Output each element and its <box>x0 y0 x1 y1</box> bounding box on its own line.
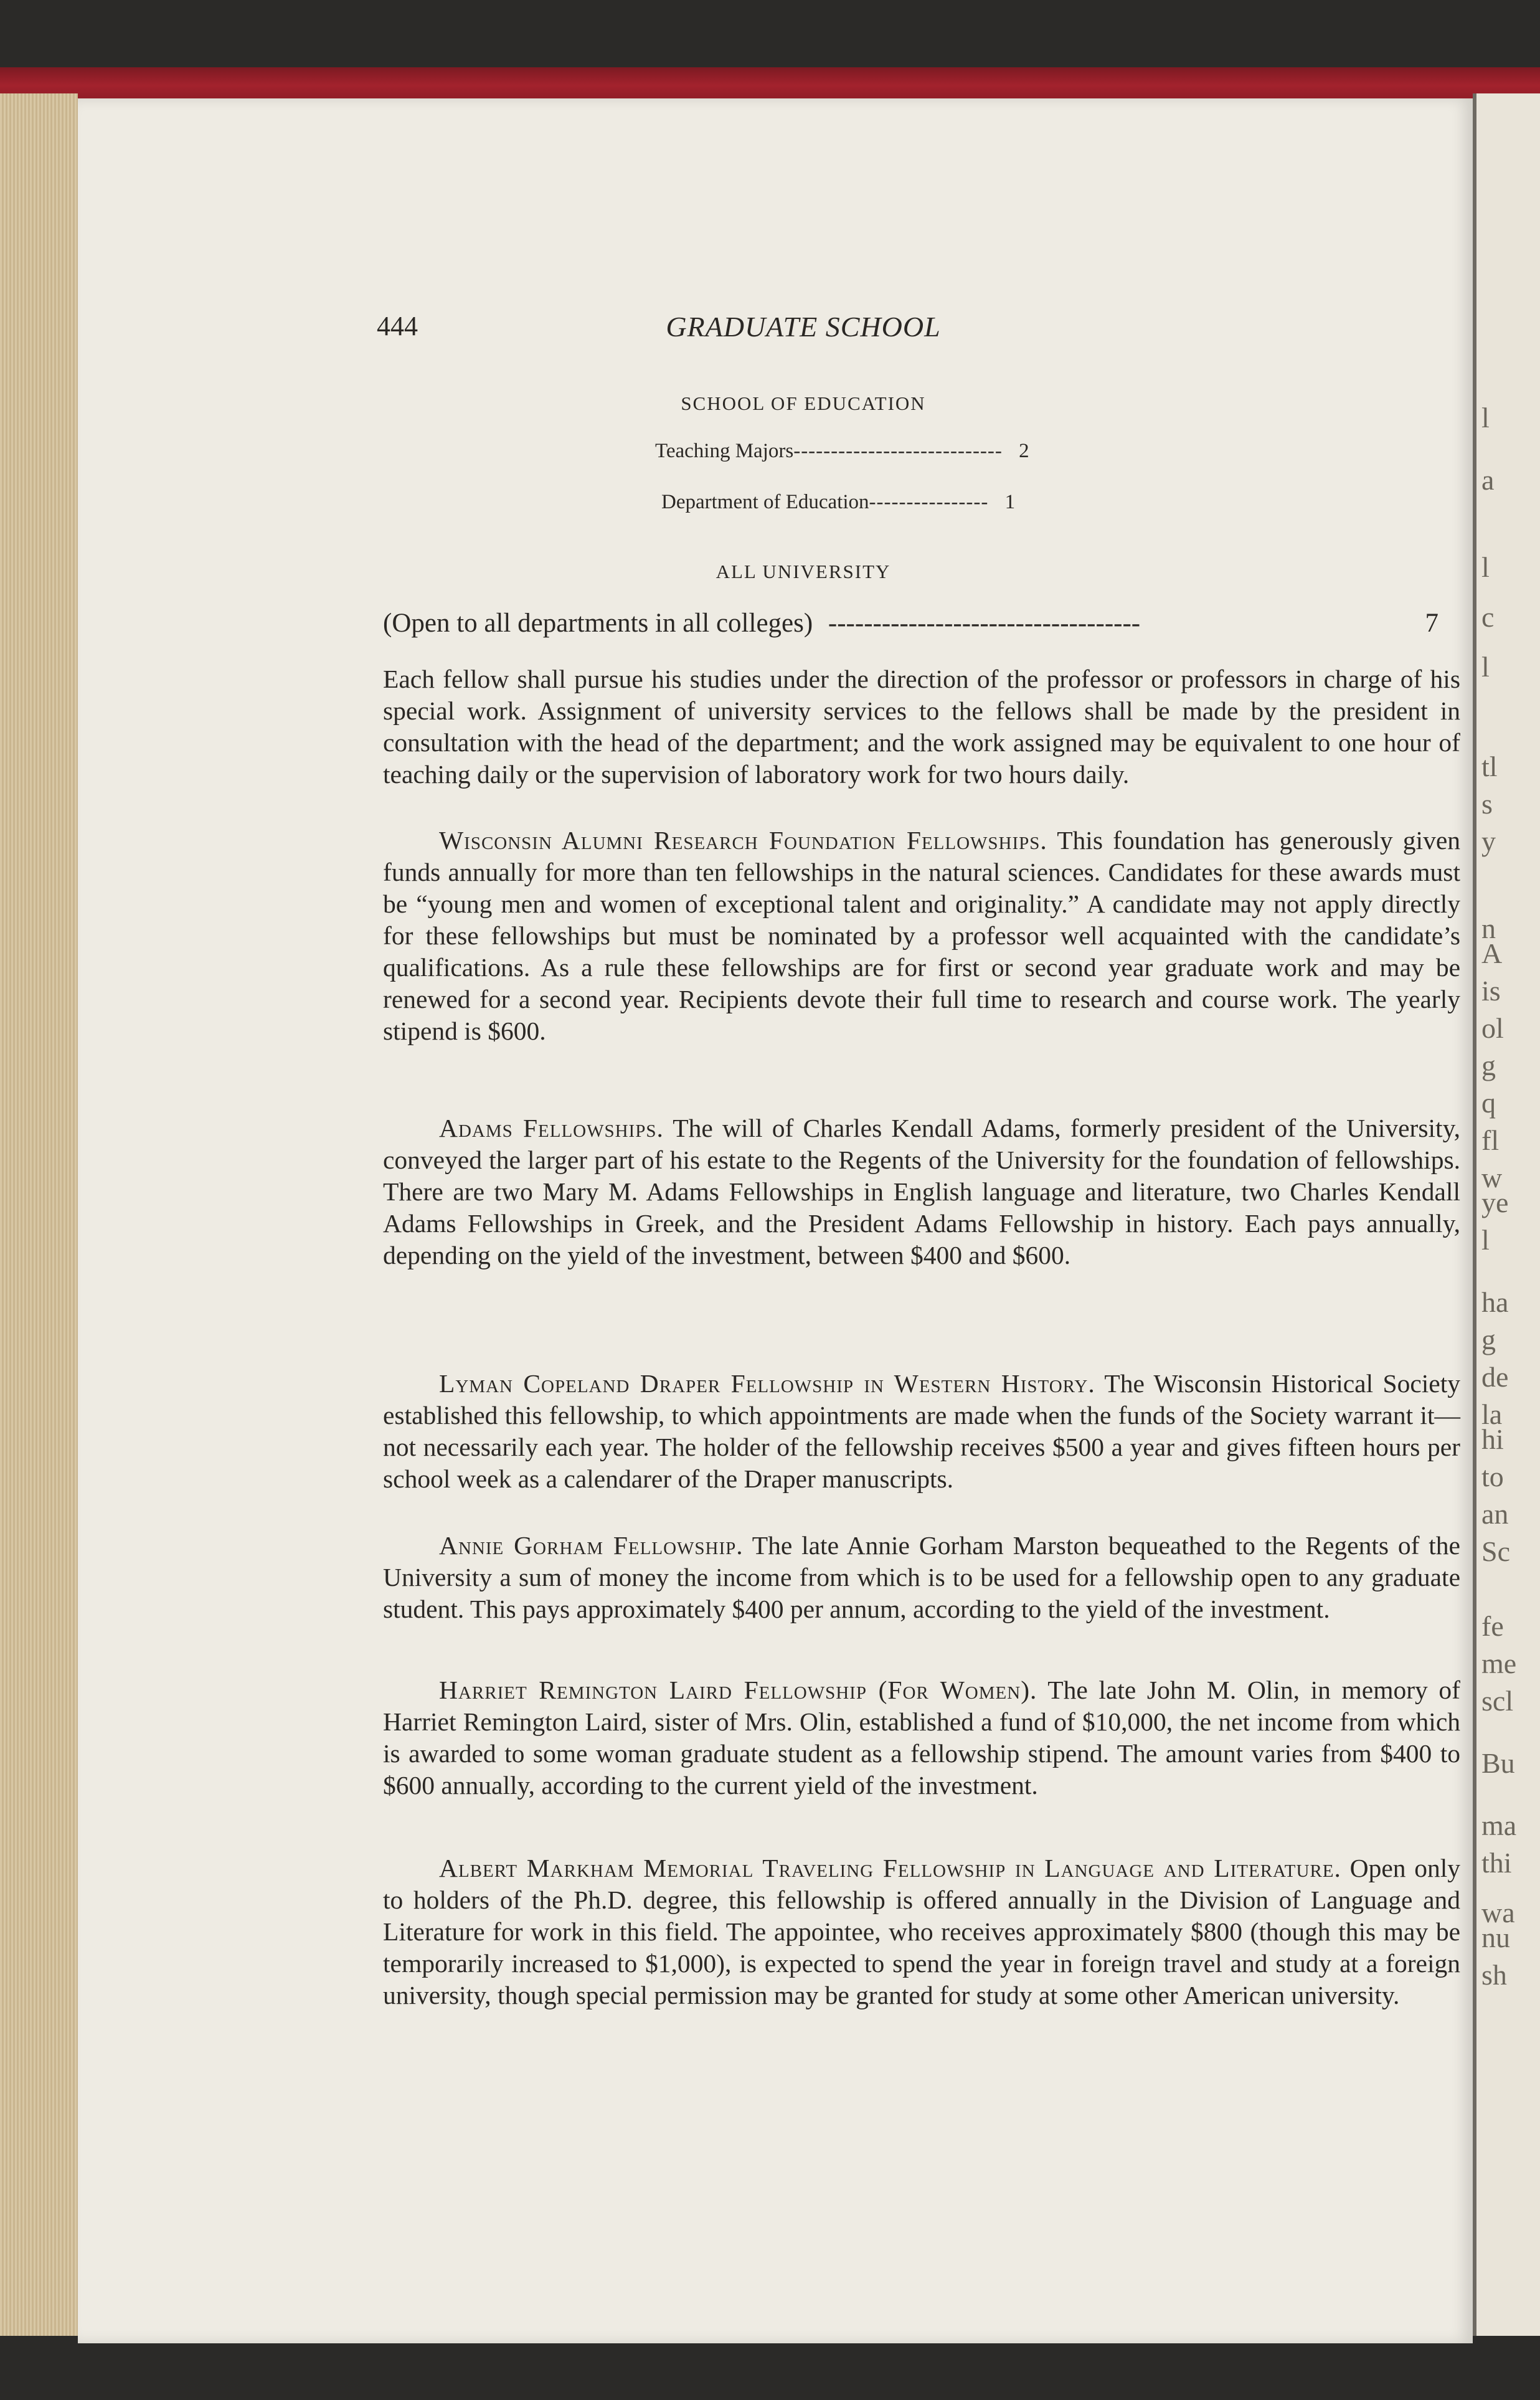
facing-page-fragment: me <box>1481 1648 1517 1679</box>
facing-page-fragment: an <box>1481 1498 1509 1530</box>
facing-page-fragment: y <box>1481 825 1496 857</box>
line-label: (Open to all departments in all colleges) <box>383 609 813 638</box>
facing-page-fragment: w <box>1481 1162 1503 1193</box>
page-edges <box>0 93 78 2336</box>
facing-page-fragment: ha <box>1481 1286 1509 1318</box>
row-label: Department of Education <box>661 491 869 513</box>
section-heading-all-university: ALL UNIVERSITY <box>716 561 891 582</box>
leader-dots: ---------------------------- <box>793 440 1003 462</box>
paragraph-text: Each fellow shall pursue his studies under the direction of the professor or professors in charge of his special work. Assignment of university services to the fellows shall be made by the president in consultation with the head of the department; and the work assigned may be equivalent to one hour of teaching daily or the supervision of laboratory work for two hours daily. <box>383 665 1460 789</box>
table-row <box>661 491 1015 514</box>
facing-page-fragment: Bu <box>1481 1747 1515 1779</box>
paragraph-title: Adams Fellowships. <box>439 1114 664 1142</box>
leader-dots: ---------------- <box>869 491 989 513</box>
page-header <box>377 310 1467 354</box>
facing-page-fragment: ma <box>1481 1809 1517 1841</box>
paragraph-title: Harriet Remington Laird Fellowship (For Women). <box>439 1676 1037 1704</box>
row-value: 1 <box>1004 491 1016 513</box>
facing-page-fragment: l <box>1481 1224 1490 1256</box>
facing-page-fragment: l <box>1481 651 1490 683</box>
facing-page-fragment: sh <box>1481 1959 1507 1991</box>
facing-page-fragment: ye <box>1481 1187 1509 1218</box>
page-number: 444 <box>377 311 418 341</box>
facing-page-fragment: hi <box>1481 1423 1504 1455</box>
paragraph-adams <box>383 1112 1460 1271</box>
paragraph-text: This foundation has generously given funds annually for more than ten fellowships in the natural sciences. Candidates for these awards must be “young men and women of exceptional talent and originality.” A candidate may not apply directly for these fellowships but must be nominated by a professor well acquainted with the candidate’s qualifications. As a rule these fellowships are for first or second year graduate work and may be renewed for a second year. Recipients devote their full time to research and course work. The yearly stipend is $600. <box>383 826 1460 1045</box>
facing-page-fragment: a <box>1481 464 1495 496</box>
running-title: GRADUATE SCHOOL <box>666 311 941 343</box>
section-heading-education: SCHOOL OF EDUCATION <box>681 392 926 414</box>
facing-page-fragment: q <box>1481 1087 1496 1119</box>
book-page <box>78 98 1473 2343</box>
facing-page-fragment: n <box>1481 913 1496 944</box>
table-row <box>655 440 1029 463</box>
facing-page-fragment: to <box>1481 1461 1504 1492</box>
paragraph-intro <box>383 663 1460 790</box>
paragraph-text: The late John M. Olin, in memory of Harriet Remington Laird, sister of Mrs. Olin, established a fund of $10,000, the net income from which is awarded to some woman graduate student as a fellowship stipend. The amount varies from $400 to $600 annually, according to the current yield of the investment. <box>383 1676 1460 1800</box>
facing-page-fragment: g <box>1481 1050 1496 1081</box>
paragraph-title: Annie Gorham Fellowship. <box>439 1531 744 1560</box>
facing-page-fragment: is <box>1481 975 1501 1007</box>
facing-page-fragment: g <box>1481 1324 1496 1355</box>
facing-page <box>1473 93 1540 2336</box>
paragraph-laird <box>383 1674 1460 1801</box>
paragraph-text: The late Annie Gorham Marston bequeathed to the Regents of the University a sum of money the income from which is to be used for a fellowship open to any graduate student. This pays approximately $400 per annum, according to the yield of the investment. <box>383 1531 1460 1623</box>
facing-page-fragment: fl <box>1481 1124 1500 1156</box>
all-university-line <box>383 608 1460 638</box>
facing-page-fragment: la <box>1481 1398 1503 1430</box>
facing-page-fragment: thi <box>1481 1847 1512 1879</box>
paragraph-wisconsin-alumni <box>383 825 1460 1047</box>
paragraph-draper <box>383 1368 1460 1495</box>
facing-page-fragment: A <box>1481 937 1503 969</box>
paragraph-text: The Wisconsin Historical Society established this fellowship, to which appointments are made when the funds of the Society warrant it—not necessarily each year. The holder of the fellowship receives $500 a year and gives fifteen hours per school week as a calendarer of the Draper manuscripts. <box>383 1369 1460 1493</box>
facing-page-fragment: scl <box>1481 1685 1514 1717</box>
facing-page-fragment: fe <box>1481 1610 1504 1642</box>
line-value: 7 <box>1425 609 1438 638</box>
facing-page-fragment: nu <box>1481 1922 1510 1953</box>
facing-page-fragment: de <box>1481 1361 1509 1393</box>
paragraph-markham <box>383 1852 1460 2011</box>
paragraph-text: Open only to holders of the Ph.D. degree, this fellowship is offered annually in the Division of Language and Literature for work in this field. The appointee, who receives approximately $800 (though this may be temporarily increased to $1,000), is expected to spend the year in foreign travel and study at a foreign university, though special permission may be granted for study at some other American university. <box>383 1854 1460 2009</box>
paragraph-title: Lyman Copeland Draper Fellowship in Western History. <box>439 1369 1095 1398</box>
facing-page-fragment: l <box>1481 402 1490 434</box>
facing-page-fragment: c <box>1481 601 1495 633</box>
paragraph-title: Albert Markham Memorial Traveling Fellowship in Language and Literature. <box>439 1854 1341 1882</box>
row-value: 2 <box>1019 440 1029 462</box>
row-label: Teaching Majors <box>655 440 794 462</box>
leader-dots: ----------------------------------- <box>828 609 1141 638</box>
facing-page-fragment: wa <box>1481 1897 1515 1928</box>
paragraph-gorham <box>383 1530 1460 1625</box>
facing-page-fragment: Sc <box>1481 1535 1510 1567</box>
facing-page-fragment: l <box>1481 551 1490 583</box>
facing-page-fragment: tl <box>1481 751 1498 782</box>
facing-page-fragment: s <box>1481 788 1493 820</box>
paragraph-title: Wisconsin Alumni Research Foundation Fellowships. <box>439 826 1047 855</box>
facing-page-fragment: ol <box>1481 1012 1504 1044</box>
paragraph-text: The will of Charles Kendall Adams, formerly president of the University, conveyed the larger part of his estate to the Regents of the University for the foundation of fellowships. There are two Mary M. Adams Fellowships in English language and literature, two Charles Kendall Adams Fellowships in Greek, and the President Adams Fellowship in history. Each pays annually, depending on the yield of the investment, between $400 and $600. <box>383 1114 1461 1269</box>
